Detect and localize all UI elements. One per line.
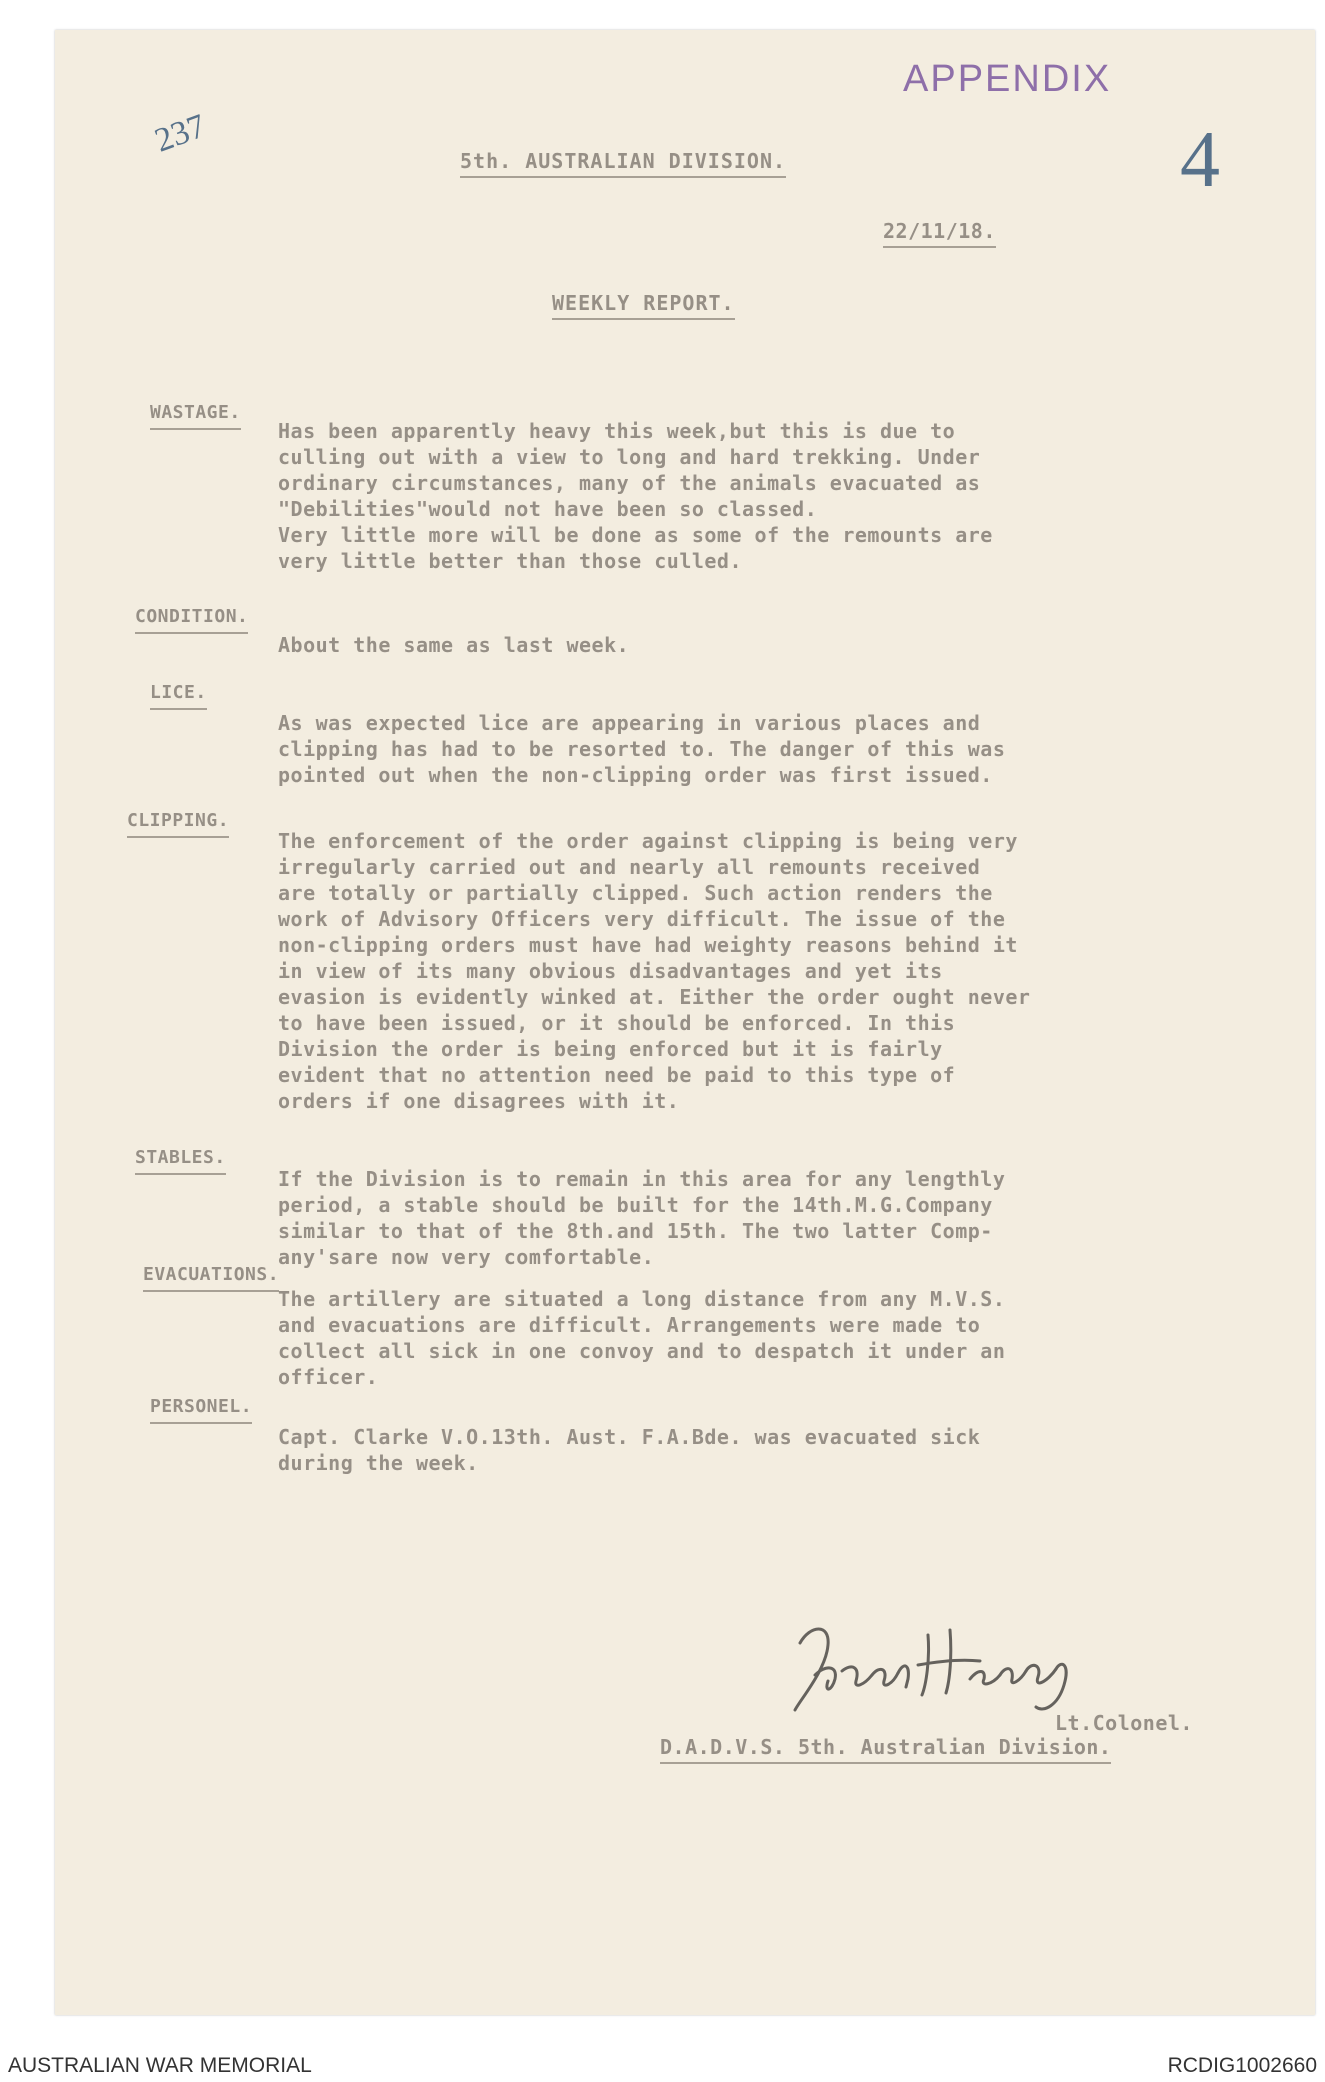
section-heading-lice: LICE.	[150, 680, 207, 710]
text-line: period, a stable should be built for the 14th.M.G.Company	[278, 1193, 993, 1217]
text-line: The artillery are situated a long distance from any M.V.S.	[278, 1287, 1006, 1311]
handwritten-signature	[780, 1615, 1080, 1725]
section-body-clipping	[278, 828, 1198, 1114]
section-body-lice	[278, 710, 1198, 788]
section-body-personel	[278, 1424, 1198, 1476]
text-line: As was expected lice are appearing in various places and	[278, 711, 981, 735]
text-line: collect all sick in one convoy and to despatch it under an	[278, 1339, 1006, 1363]
section-heading-condition: CONDITION.	[135, 604, 248, 634]
footer-right: RCDIG1002660	[1167, 2054, 1317, 2077]
text-line: "Debilities"would not have been so classed.	[278, 497, 818, 521]
signatory-rank: Lt.Colonel.	[1055, 1711, 1193, 1735]
text-line: Very little more will be done as some of the remounts are	[278, 523, 993, 547]
division-heading: 5th. AUSTRALIAN DIVISION.	[460, 148, 786, 178]
text-line: pointed out when the non-clipping order was first issued.	[278, 763, 993, 787]
section-heading-personel: PERSONEL.	[150, 1394, 252, 1424]
text-line: during the week.	[278, 1451, 479, 1475]
text-line: Division the order is being enforced but it is fairly	[278, 1037, 943, 1061]
text-line: If the Division is to remain in this area for any lengthly	[278, 1167, 1006, 1191]
section-heading-evacuations: EVACUATIONS.	[143, 1262, 279, 1292]
text-line: very little better than those culled.	[278, 549, 743, 573]
text-line: irregularly carried out and nearly all remounts received	[278, 855, 981, 879]
report-title: WEEKLY REPORT.	[552, 290, 735, 320]
appendix-number: 4	[1180, 116, 1220, 204]
text-line: evident that no attention need be paid to this type of	[278, 1063, 956, 1087]
document-sheet	[55, 30, 1315, 2015]
text-line: The enforcement of the order against clipping is being very	[278, 829, 1018, 853]
section-heading-clipping: CLIPPING.	[127, 808, 229, 838]
signatory-title: D.A.D.V.S. 5th. Australian Division.	[660, 1734, 1111, 1764]
text-line: About the same as last week.	[278, 633, 630, 657]
appendix-stamp: APPENDIX	[903, 58, 1112, 100]
report-date: 22/11/18.	[883, 218, 996, 248]
text-line: non-clipping orders must have had weighty reasons behind it	[278, 933, 1018, 957]
text-line: Has been apparently heavy this week,but this is due to	[278, 419, 956, 443]
text-line: work of Advisory Officers very difficult. The issue of the	[278, 907, 1006, 931]
text-line: clipping has had to be resorted to. The danger of this was	[278, 737, 1006, 761]
text-line: Capt. Clarke V.O.13th. Aust. F.A.Bde. was evacuated sick	[278, 1425, 981, 1449]
text-line: in view of its many obvious disadvantages and yet its	[278, 959, 943, 983]
section-body-wastage	[278, 418, 1198, 574]
section-body-evacuations	[278, 1286, 1198, 1390]
text-line: culling out with a view to long and hard trekking. Under	[278, 445, 981, 469]
text-line: ordinary circumstances, many of the animals evacuated as	[278, 471, 981, 495]
text-line: similar to that of the 8th.and 15th. The two latter Comp-	[278, 1219, 993, 1243]
section-body-stables	[278, 1166, 1198, 1270]
section-heading-wastage: WASTAGE.	[150, 400, 241, 430]
text-line: are totally or partially clipped. Such action renders the	[278, 881, 993, 905]
text-line: evasion is evidently winked at. Either the order ought never	[278, 985, 1031, 1009]
folio-number: 237	[150, 107, 211, 160]
section-body-condition	[278, 632, 1198, 658]
section-heading-stables: STABLES.	[135, 1145, 226, 1175]
text-line: to have been issued, or it should be enforced. In this	[278, 1011, 956, 1035]
text-line: officer.	[278, 1365, 379, 1389]
text-line: orders if one disagrees with it.	[278, 1089, 680, 1113]
text-line: any'sare now very comfortable.	[278, 1245, 655, 1269]
text-line: and evacuations are difficult. Arrangements were made to	[278, 1313, 981, 1337]
footer-left: AUSTRALIAN WAR MEMORIAL	[8, 2054, 312, 2077]
